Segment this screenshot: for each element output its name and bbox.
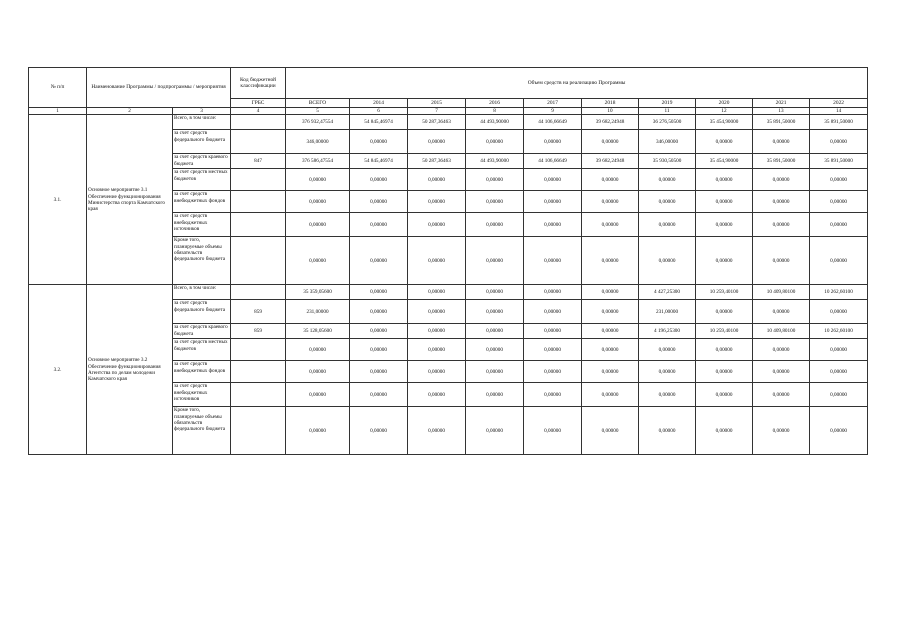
value-cell: 0,00000 <box>466 237 524 285</box>
value-cell: 0,00000 <box>639 383 696 407</box>
value-cell: 0,00000 <box>286 213 350 237</box>
value-cell: 0,00000 <box>524 361 582 383</box>
value-cell: 35 891,50000 <box>753 115 810 130</box>
value-cell: 44 106,66649 <box>524 115 582 130</box>
funding-source: Кроме того, планируемые объемы обязательств федерального бюджета <box>173 237 231 285</box>
value-cell: 0,00000 <box>524 130 582 154</box>
header-year-2: 2015 <box>408 99 466 108</box>
value-cell: 0,00000 <box>696 383 753 407</box>
value-cell: 0,00000 <box>350 300 408 324</box>
value-cell: 54 845,46974 <box>350 115 408 130</box>
value-cell: 0,00000 <box>639 191 696 213</box>
funding-source: за счет средств федерального бюджета <box>173 300 231 324</box>
value-cell: 0,00000 <box>696 130 753 154</box>
value-cell: 0,00000 <box>350 191 408 213</box>
value-cell: 0,00000 <box>810 361 868 383</box>
grbs-code <box>231 191 286 213</box>
value-cell: 0,00000 <box>696 191 753 213</box>
value-cell: 0,00000 <box>639 361 696 383</box>
column-number-3: 3 <box>173 108 231 115</box>
value-cell: 0,00000 <box>582 339 639 361</box>
grbs-code <box>231 383 286 407</box>
row-number: 3.1. <box>29 115 87 285</box>
value-cell: 0,00000 <box>466 169 524 191</box>
value-cell: 0,00000 <box>582 130 639 154</box>
value-cell: 0,00000 <box>696 213 753 237</box>
value-cell: 0,00000 <box>810 130 868 154</box>
funding-source: за счет средств внебюджетных источников <box>173 213 231 237</box>
grbs-code <box>231 339 286 361</box>
column-number-row <box>29 108 868 115</box>
value-cell: 0,00000 <box>408 213 466 237</box>
column-number-11: 11 <box>639 108 696 115</box>
value-cell: 0,00000 <box>408 361 466 383</box>
column-number-12: 12 <box>696 108 753 115</box>
column-number-10: 10 <box>582 108 639 115</box>
value-cell: 0,00000 <box>810 191 868 213</box>
value-cell: 0,00000 <box>696 237 753 285</box>
grbs-code: 859 <box>231 300 286 324</box>
value-cell: 0,00000 <box>286 361 350 383</box>
value-cell: 50 287,36463 <box>408 115 466 130</box>
header-year-9: 2022 <box>810 99 868 108</box>
column-number-8: 8 <box>466 108 524 115</box>
value-cell: 10 262,60100 <box>810 324 868 339</box>
value-cell: 0,00000 <box>753 300 810 324</box>
value-cell: 4 427,25300 <box>639 285 696 300</box>
value-cell: 0,00000 <box>286 407 350 455</box>
value-cell: 0,00000 <box>753 383 810 407</box>
header-kbk: Код бюджетной классификации <box>231 68 286 99</box>
value-cell: 35 128,05600 <box>286 324 350 339</box>
grbs-code: 859 <box>231 324 286 339</box>
value-cell: 0,00000 <box>696 169 753 191</box>
grbs-code <box>231 169 286 191</box>
value-cell: 39 682,24948 <box>582 115 639 130</box>
value-cell: 10 409,80100 <box>753 285 810 300</box>
row-number: 3.2. <box>29 285 87 455</box>
funding-source: за счет средств федерального бюджета <box>173 130 231 154</box>
value-cell: 0,00000 <box>350 213 408 237</box>
value-cell: 0,00000 <box>286 383 350 407</box>
value-cell: 0,00000 <box>408 339 466 361</box>
value-cell: 10 259,40100 <box>696 324 753 339</box>
value-cell: 44 106,66649 <box>524 154 582 169</box>
value-cell: 0,00000 <box>350 339 408 361</box>
value-cell: 0,00000 <box>696 300 753 324</box>
value-cell: 0,00000 <box>753 169 810 191</box>
value-cell: 54 845,46974 <box>350 154 408 169</box>
value-cell: 0,00000 <box>466 383 524 407</box>
grbs-code: 847 <box>231 154 286 169</box>
value-cell: 346,00000 <box>639 130 696 154</box>
value-cell: 35 891,50000 <box>753 154 810 169</box>
value-cell: 0,00000 <box>408 130 466 154</box>
column-number-5: 5 <box>286 108 350 115</box>
measure-name: Основное мероприятие 3.1 Обеспечение функционирования Министерства спорта Камчатского края <box>87 115 173 285</box>
column-number-14: 14 <box>810 108 868 115</box>
value-cell: 0,00000 <box>524 383 582 407</box>
value-cell: 0,00000 <box>639 213 696 237</box>
value-cell: 0,00000 <box>286 237 350 285</box>
value-cell: 10 262,60100 <box>810 285 868 300</box>
value-cell: 0,00000 <box>810 213 868 237</box>
value-cell: 0,00000 <box>466 324 524 339</box>
value-cell: 35 891,50000 <box>810 154 868 169</box>
funding-source: Всего, в том числе: <box>173 285 231 300</box>
value-cell: 0,00000 <box>639 407 696 455</box>
header-volume: Объем средств на реализацию Программы <box>286 68 868 99</box>
value-cell: 0,00000 <box>408 169 466 191</box>
value-cell: 0,00000 <box>286 191 350 213</box>
value-cell: 0,00000 <box>524 237 582 285</box>
value-cell: 0,00000 <box>524 169 582 191</box>
table-row <box>29 285 868 300</box>
value-cell: 0,00000 <box>350 285 408 300</box>
value-cell: 0,00000 <box>582 361 639 383</box>
value-cell: 0,00000 <box>408 383 466 407</box>
column-number-2: 2 <box>87 108 173 115</box>
funding-source: за счет средств внебюджетных источников <box>173 383 231 407</box>
value-cell: 0,00000 <box>466 339 524 361</box>
header-grbs: ГРБС <box>231 99 286 108</box>
value-cell: 0,00000 <box>408 300 466 324</box>
budget-table <box>28 67 868 455</box>
value-cell: 0,00000 <box>696 361 753 383</box>
header-year-1: 2014 <box>350 99 408 108</box>
value-cell: 35 891,50000 <box>810 115 868 130</box>
grbs-code <box>231 213 286 237</box>
grbs-code <box>231 115 286 130</box>
value-cell: 0,00000 <box>350 407 408 455</box>
value-cell: 0,00000 <box>639 169 696 191</box>
value-cell: 0,00000 <box>582 169 639 191</box>
value-cell: 0,00000 <box>466 285 524 300</box>
header-year-5: 2018 <box>582 99 639 108</box>
grbs-code <box>231 130 286 154</box>
value-cell: 0,00000 <box>810 237 868 285</box>
column-number-13: 13 <box>753 108 810 115</box>
measure-name: Основное мероприятие 3.2 Обеспечение функционирования Агентства по делам молодежи Камчатского края <box>87 285 173 455</box>
funding-source: Всего, в том числе: <box>173 115 231 130</box>
value-cell: 0,00000 <box>582 213 639 237</box>
funding-source: за счет средств краевого бюджета <box>173 324 231 339</box>
value-cell: 0,00000 <box>408 407 466 455</box>
value-cell: 0,00000 <box>524 285 582 300</box>
value-cell: 0,00000 <box>466 407 524 455</box>
value-cell: 0,00000 <box>582 237 639 285</box>
column-number-4: 4 <box>231 108 286 115</box>
value-cell: 0,00000 <box>753 213 810 237</box>
value-cell: 376 586,47554 <box>286 154 350 169</box>
value-cell: 0,00000 <box>582 383 639 407</box>
value-cell: 0,00000 <box>582 285 639 300</box>
value-cell: 44 493,90000 <box>466 115 524 130</box>
value-cell: 35 454,90000 <box>696 115 753 130</box>
value-cell: 0,00000 <box>582 324 639 339</box>
funding-source: Кроме того, планируемые объемы обязательств федерального бюджета <box>173 407 231 455</box>
grbs-code <box>231 407 286 455</box>
header-year-3: 2016 <box>466 99 524 108</box>
funding-source: за счет средств местных бюджетов <box>173 169 231 191</box>
value-cell: 0,00000 <box>350 383 408 407</box>
header-year-6: 2019 <box>639 99 696 108</box>
value-cell: 0,00000 <box>524 324 582 339</box>
header-num: № п/п <box>29 68 87 108</box>
value-cell: 0,00000 <box>524 407 582 455</box>
funding-source: за счет средств краевого бюджета <box>173 154 231 169</box>
header-year-8: 2021 <box>753 99 810 108</box>
value-cell: 0,00000 <box>350 324 408 339</box>
header-year-0: ВСЕГО <box>286 99 350 108</box>
column-number-1: 1 <box>29 108 87 115</box>
value-cell: 0,00000 <box>810 339 868 361</box>
value-cell: 4 196,25300 <box>639 324 696 339</box>
value-cell: 231,00000 <box>639 300 696 324</box>
value-cell: 0,00000 <box>582 300 639 324</box>
value-cell: 36 276,50500 <box>639 115 696 130</box>
value-cell: 0,00000 <box>639 237 696 285</box>
value-cell: 10 409,80100 <box>753 324 810 339</box>
value-cell: 0,00000 <box>810 383 868 407</box>
value-cell: 0,00000 <box>753 130 810 154</box>
value-cell: 0,00000 <box>810 407 868 455</box>
value-cell: 50 287,36463 <box>408 154 466 169</box>
value-cell: 0,00000 <box>696 339 753 361</box>
table-header <box>29 68 868 115</box>
value-cell: 10 259,40100 <box>696 285 753 300</box>
value-cell: 231,00000 <box>286 300 350 324</box>
value-cell: 0,00000 <box>350 130 408 154</box>
grbs-code <box>231 361 286 383</box>
column-number-7: 7 <box>408 108 466 115</box>
value-cell: 0,00000 <box>286 339 350 361</box>
value-cell: 39 682,24948 <box>582 154 639 169</box>
value-cell: 35 359,05600 <box>286 285 350 300</box>
header-year-4: 2017 <box>524 99 582 108</box>
value-cell: 0,00000 <box>753 361 810 383</box>
column-number-6: 6 <box>350 108 408 115</box>
value-cell: 0,00000 <box>753 237 810 285</box>
value-cell: 0,00000 <box>286 169 350 191</box>
value-cell: 0,00000 <box>753 191 810 213</box>
value-cell: 0,00000 <box>408 324 466 339</box>
value-cell: 346,00000 <box>286 130 350 154</box>
value-cell: 0,00000 <box>582 407 639 455</box>
value-cell: 0,00000 <box>753 407 810 455</box>
value-cell: 0,00000 <box>524 339 582 361</box>
column-number-9: 9 <box>524 108 582 115</box>
value-cell: 0,00000 <box>582 191 639 213</box>
budget-table-sheet <box>28 67 867 455</box>
funding-source: за счет средств внебюджетных фондов <box>173 191 231 213</box>
value-cell: 0,00000 <box>810 169 868 191</box>
value-cell: 0,00000 <box>408 285 466 300</box>
value-cell: 0,00000 <box>524 300 582 324</box>
grbs-code <box>231 237 286 285</box>
value-cell: 0,00000 <box>350 361 408 383</box>
grbs-code <box>231 285 286 300</box>
value-cell: 0,00000 <box>639 339 696 361</box>
value-cell: 376 932,47554 <box>286 115 350 130</box>
value-cell: 0,00000 <box>466 361 524 383</box>
funding-source: за счет средств местных бюджетов <box>173 339 231 361</box>
header-name: Наименование Программы / подпрограммы / мероприятия <box>87 68 231 108</box>
value-cell: 0,00000 <box>466 300 524 324</box>
value-cell: 0,00000 <box>466 130 524 154</box>
value-cell: 0,00000 <box>466 213 524 237</box>
value-cell: 0,00000 <box>524 191 582 213</box>
table-row <box>29 115 868 130</box>
header-year-7: 2020 <box>696 99 753 108</box>
value-cell: 0,00000 <box>696 407 753 455</box>
value-cell: 0,00000 <box>408 237 466 285</box>
value-cell: 35 454,90000 <box>696 154 753 169</box>
value-cell: 0,00000 <box>753 339 810 361</box>
value-cell: 0,00000 <box>524 213 582 237</box>
value-cell: 44 493,90000 <box>466 154 524 169</box>
value-cell: 0,00000 <box>350 237 408 285</box>
funding-source: за счет средств внебюджетных фондов <box>173 361 231 383</box>
value-cell: 0,00000 <box>350 169 408 191</box>
table-body <box>29 115 868 455</box>
value-cell: 0,00000 <box>466 191 524 213</box>
value-cell: 0,00000 <box>810 300 868 324</box>
value-cell: 35 930,50500 <box>639 154 696 169</box>
value-cell: 0,00000 <box>408 191 466 213</box>
